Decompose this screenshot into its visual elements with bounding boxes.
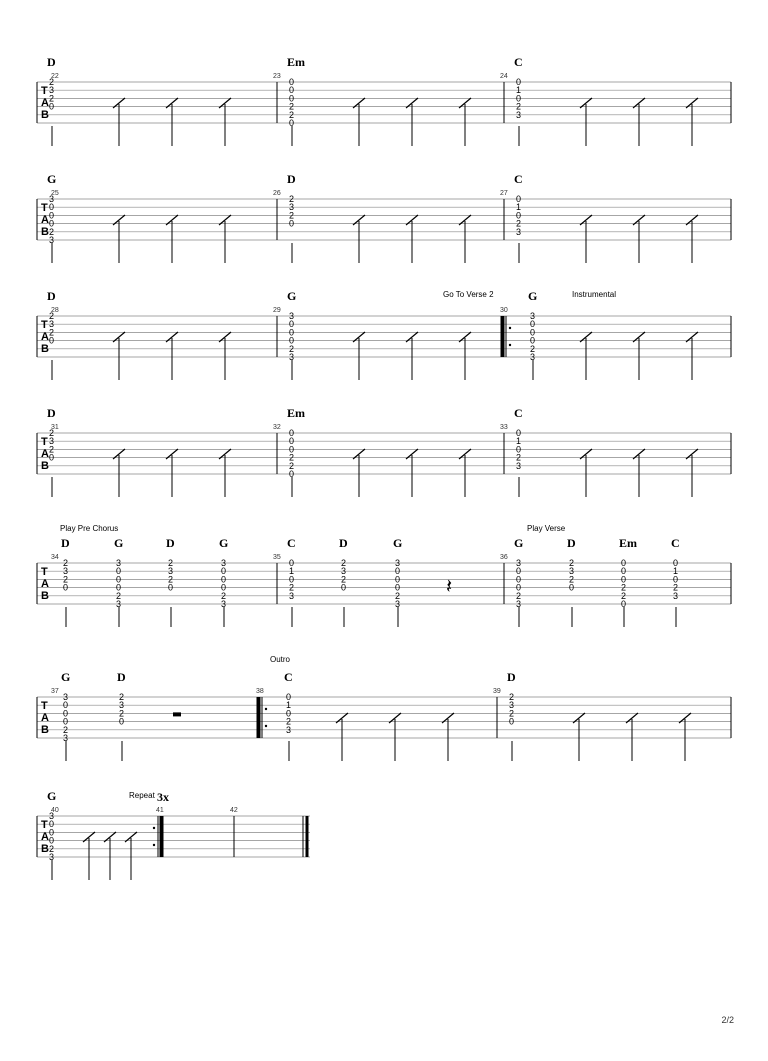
fret-number: 0: [63, 700, 69, 711]
fret-number: 2: [516, 218, 522, 229]
fret-number: 0: [63, 716, 69, 727]
measure-number: 24: [500, 73, 508, 80]
fret-number: 2: [49, 327, 55, 338]
measure-number: 23: [273, 73, 281, 80]
fret-number: 0: [289, 444, 295, 455]
chord-symbol: G: [514, 536, 524, 550]
fret-number: 0: [168, 582, 174, 593]
measure-number: 38: [256, 688, 264, 695]
chord-symbol: D: [507, 670, 516, 684]
chord-symbol: G: [61, 670, 71, 684]
tab-clef-letter: A: [41, 214, 49, 226]
tab-clef-letter: T: [41, 202, 48, 214]
fret-number: 3: [341, 566, 347, 577]
chord-symbol: C: [287, 536, 296, 550]
fret-number: 0: [516, 566, 522, 577]
chord-symbol: D: [47, 406, 56, 420]
repeat-label: Repeat: [129, 791, 155, 800]
fret-number: 0: [289, 77, 295, 87]
chord-symbol: G: [47, 789, 57, 803]
fret-number: 3: [221, 558, 227, 568]
fret-number: 0: [289, 436, 295, 447]
fret-number: 3: [509, 700, 515, 711]
measure-number: 22: [51, 73, 59, 80]
chord-symbol: D: [117, 670, 126, 684]
fret-number: 0: [516, 574, 522, 585]
chord-symbol: Em: [619, 536, 637, 550]
fret-number: 0: [49, 218, 55, 229]
fret-number: 0: [49, 101, 55, 112]
fret-number: 3: [289, 352, 295, 362]
fret-number: 3: [289, 590, 295, 601]
fret-number: 0: [530, 335, 536, 346]
fret-number: 0: [516, 93, 522, 104]
chord-symbol: G: [219, 536, 229, 550]
fret-number: 0: [49, 819, 55, 830]
measure-number: 29: [273, 307, 281, 314]
fret-number: 2: [49, 311, 55, 321]
chord-symbol: G: [528, 289, 538, 303]
fret-number: 2: [49, 77, 55, 87]
fret-number: 2: [49, 93, 55, 104]
tab-clef-letter: T: [41, 436, 48, 448]
fret-number: 0: [286, 692, 292, 702]
tab-clef-letter: B: [41, 843, 49, 855]
measure-number: 33: [500, 424, 508, 431]
fret-number: 2: [509, 708, 515, 719]
fret-number: 3: [516, 599, 522, 609]
repeat-count: 3x: [157, 790, 169, 804]
quarter-rest: 𝄽: [446, 574, 453, 598]
fret-number: 0: [286, 708, 292, 719]
measure-number: 40: [51, 807, 59, 814]
measure-number: 39: [493, 688, 501, 695]
fret-number: 0: [49, 210, 55, 221]
chord-symbol: G: [287, 289, 297, 303]
fret-number: 2: [49, 428, 55, 438]
fret-number: 0: [395, 574, 401, 585]
tab-clef-letter: B: [41, 343, 49, 355]
fret-number: 0: [289, 319, 295, 330]
fret-number: 0: [673, 558, 679, 568]
fret-number: 2: [63, 558, 69, 568]
fret-number: 2: [119, 692, 125, 702]
fret-number: 0: [119, 716, 125, 727]
measure-number: 34: [51, 554, 59, 561]
fret-number: 3: [530, 311, 536, 321]
chord-symbol: C: [514, 406, 523, 420]
fret-number: 3: [516, 460, 522, 471]
fret-number: 2: [673, 582, 679, 593]
repeat-dot: [509, 344, 511, 346]
fret-number: 0: [516, 210, 522, 221]
repeat-dot: [153, 827, 155, 829]
fret-number: 0: [621, 566, 627, 577]
fret-number: 0: [289, 118, 295, 128]
fret-number: 2: [516, 452, 522, 463]
fret-number: 3: [395, 558, 401, 568]
repeat-dot: [265, 725, 267, 727]
fret-number: 3: [569, 566, 575, 577]
tab-clef-letter: A: [41, 97, 49, 109]
fret-number: 0: [49, 202, 55, 213]
fret-number: 0: [49, 335, 55, 346]
chord-symbol: D: [47, 289, 56, 303]
fret-number: 3: [289, 311, 295, 321]
measure-number: 26: [273, 190, 281, 197]
measure-number: 28: [51, 307, 59, 314]
tab-clef-letter: A: [41, 831, 49, 843]
fret-number: 0: [289, 93, 295, 104]
fret-number: 2: [289, 194, 295, 204]
fret-number: 0: [289, 85, 295, 96]
fret-number: 3: [63, 566, 69, 577]
measure-number: 35: [273, 554, 281, 561]
tab-clef-letter: B: [41, 226, 49, 238]
tab-clef-letter: A: [41, 331, 49, 343]
fret-number: 3: [530, 352, 536, 362]
tab-clef-letter: A: [41, 448, 49, 460]
fret-number: 1: [516, 436, 522, 447]
measure-number: 42: [230, 807, 238, 814]
fret-number: 0: [530, 327, 536, 338]
fret-number: 3: [49, 852, 55, 862]
tab-clef-letter: B: [41, 460, 49, 472]
fret-number: 2: [395, 590, 401, 601]
fret-number: 0: [621, 558, 627, 568]
chord-symbol: D: [61, 536, 70, 550]
measure-number: 31: [51, 424, 59, 431]
fret-number: 0: [116, 582, 122, 593]
fret-number: 0: [221, 582, 227, 593]
chord-symbol: G: [114, 536, 124, 550]
fret-number: 2: [341, 574, 347, 585]
chord-symbol: D: [339, 536, 348, 550]
fret-number: 0: [621, 574, 627, 585]
fret-number: 0: [221, 566, 227, 577]
fret-number: 0: [530, 319, 536, 330]
fret-number: 2: [289, 109, 295, 120]
fret-number: 3: [289, 202, 295, 213]
fret-number: 0: [569, 582, 575, 593]
fret-number: 2: [168, 558, 174, 568]
tab-clef-letter: T: [41, 566, 48, 578]
fret-number: 1: [673, 566, 679, 577]
fret-number: 0: [289, 327, 295, 338]
tab-clef-letter: T: [41, 85, 48, 97]
fret-number: 2: [63, 574, 69, 585]
fret-number: 3: [49, 85, 55, 96]
measure-number: 32: [273, 424, 281, 431]
section-annotation: Play Pre Chorus: [60, 524, 119, 533]
chord-symbol: Em: [287, 406, 305, 420]
fret-number: 2: [621, 590, 627, 601]
fret-number: 3: [49, 235, 55, 245]
fret-number: 0: [516, 582, 522, 593]
measure-number: 27: [500, 190, 508, 197]
fret-number: 0: [116, 574, 122, 585]
section-annotation: Instrumental: [572, 290, 617, 299]
fret-number: 3: [49, 811, 55, 821]
tab-clef-letter: B: [41, 590, 49, 602]
fret-number: 0: [49, 827, 55, 838]
tab-clef-letter: A: [41, 578, 49, 590]
fret-number: 1: [516, 85, 522, 96]
fret-number: 0: [395, 566, 401, 577]
fret-number: 2: [289, 452, 295, 463]
fret-number: 3: [63, 692, 69, 702]
fret-number: 2: [49, 843, 55, 854]
fret-number: 1: [289, 566, 295, 577]
fret-number: 2: [530, 343, 536, 354]
fret-number: 2: [286, 716, 292, 727]
fret-number: 3: [116, 599, 122, 609]
fret-number: 2: [516, 101, 522, 112]
fret-number: 1: [286, 700, 292, 711]
fret-number: 0: [509, 716, 515, 727]
fret-number: 0: [516, 444, 522, 455]
fret-number: 2: [289, 582, 295, 593]
fret-number: 2: [63, 724, 69, 735]
fret-number: 2: [516, 590, 522, 601]
measure-number: 41: [156, 807, 164, 814]
measure-number: 25: [51, 190, 59, 197]
fret-number: 2: [341, 558, 347, 568]
fret-number: 2: [168, 574, 174, 585]
tab-clef-letter: T: [41, 819, 48, 831]
fret-number: 3: [63, 733, 69, 743]
fret-number: 2: [569, 558, 575, 568]
fret-number: 3: [395, 599, 401, 609]
fret-number: 2: [289, 101, 295, 112]
whole-rest: [173, 712, 181, 716]
fret-number: 0: [289, 558, 295, 568]
fret-number: 3: [673, 590, 679, 601]
fret-number: 2: [289, 343, 295, 354]
fret-number: 2: [509, 692, 515, 702]
fret-number: 0: [116, 566, 122, 577]
measure-number: 37: [51, 688, 59, 695]
fret-number: 2: [621, 582, 627, 593]
fret-number: 1: [516, 202, 522, 213]
repeat-dot: [265, 708, 267, 710]
chord-symbol: G: [47, 172, 57, 186]
fret-number: 3: [516, 109, 522, 120]
fret-number: 2: [49, 226, 55, 237]
fret-number: 0: [289, 335, 295, 346]
tab-clef-letter: B: [41, 109, 49, 121]
fret-number: 0: [49, 452, 55, 463]
section-annotation: Play Verse: [527, 524, 566, 533]
repeat-dot: [509, 327, 511, 329]
fret-number: 2: [289, 210, 295, 221]
tab-clef-letter: T: [41, 700, 48, 712]
chord-symbol: D: [47, 55, 56, 69]
fret-number: 0: [516, 77, 522, 87]
chord-symbol: G: [393, 536, 403, 550]
fret-number: 0: [289, 428, 295, 438]
tab-clef-letter: A: [41, 712, 49, 724]
fret-number: 2: [569, 574, 575, 585]
chord-symbol: C: [671, 536, 680, 550]
fret-number: 0: [289, 574, 295, 585]
page-number: 2/2: [721, 1015, 734, 1025]
fret-number: 2: [116, 590, 122, 601]
fret-number: 3: [49, 319, 55, 330]
fret-number: 2: [119, 708, 125, 719]
fret-number: 3: [168, 566, 174, 577]
tab-clef-letter: B: [41, 724, 49, 736]
fret-number: 3: [119, 700, 125, 711]
fret-number: 3: [516, 226, 522, 237]
fret-number: 0: [621, 599, 627, 609]
fret-number: 0: [673, 574, 679, 585]
section-annotation: Outro: [270, 655, 291, 664]
fret-number: 0: [516, 194, 522, 204]
fret-number: 0: [63, 582, 69, 593]
fret-number: 0: [289, 469, 295, 479]
measure-number: 30: [500, 307, 508, 314]
repeat-dot: [153, 844, 155, 846]
fret-number: 3: [49, 436, 55, 447]
fret-number: 0: [289, 218, 295, 229]
navigation-annotation: Go To Verse 2: [443, 290, 494, 299]
chord-symbol: D: [166, 536, 175, 550]
tab-clef-letter: T: [41, 319, 48, 331]
fret-number: 2: [49, 444, 55, 455]
fret-number: 3: [516, 558, 522, 568]
fret-number: 0: [49, 835, 55, 846]
fret-number: 3: [116, 558, 122, 568]
chord-symbol: C: [284, 670, 293, 684]
chord-symbol: D: [287, 172, 296, 186]
fret-number: 0: [516, 428, 522, 438]
fret-number: 0: [395, 582, 401, 593]
fret-number: 2: [221, 590, 227, 601]
chord-symbol: D: [567, 536, 576, 550]
measure-number: 36: [500, 554, 508, 561]
chord-symbol: C: [514, 172, 523, 186]
fret-number: 2: [289, 460, 295, 471]
chord-symbol: C: [514, 55, 523, 69]
fret-number: 0: [63, 708, 69, 719]
fret-number: 3: [286, 724, 292, 735]
fret-number: 3: [49, 194, 55, 204]
chord-symbol: Em: [287, 55, 305, 69]
fret-number: 3: [221, 599, 227, 609]
fret-number: 0: [341, 582, 347, 593]
fret-number: 0: [221, 574, 227, 585]
